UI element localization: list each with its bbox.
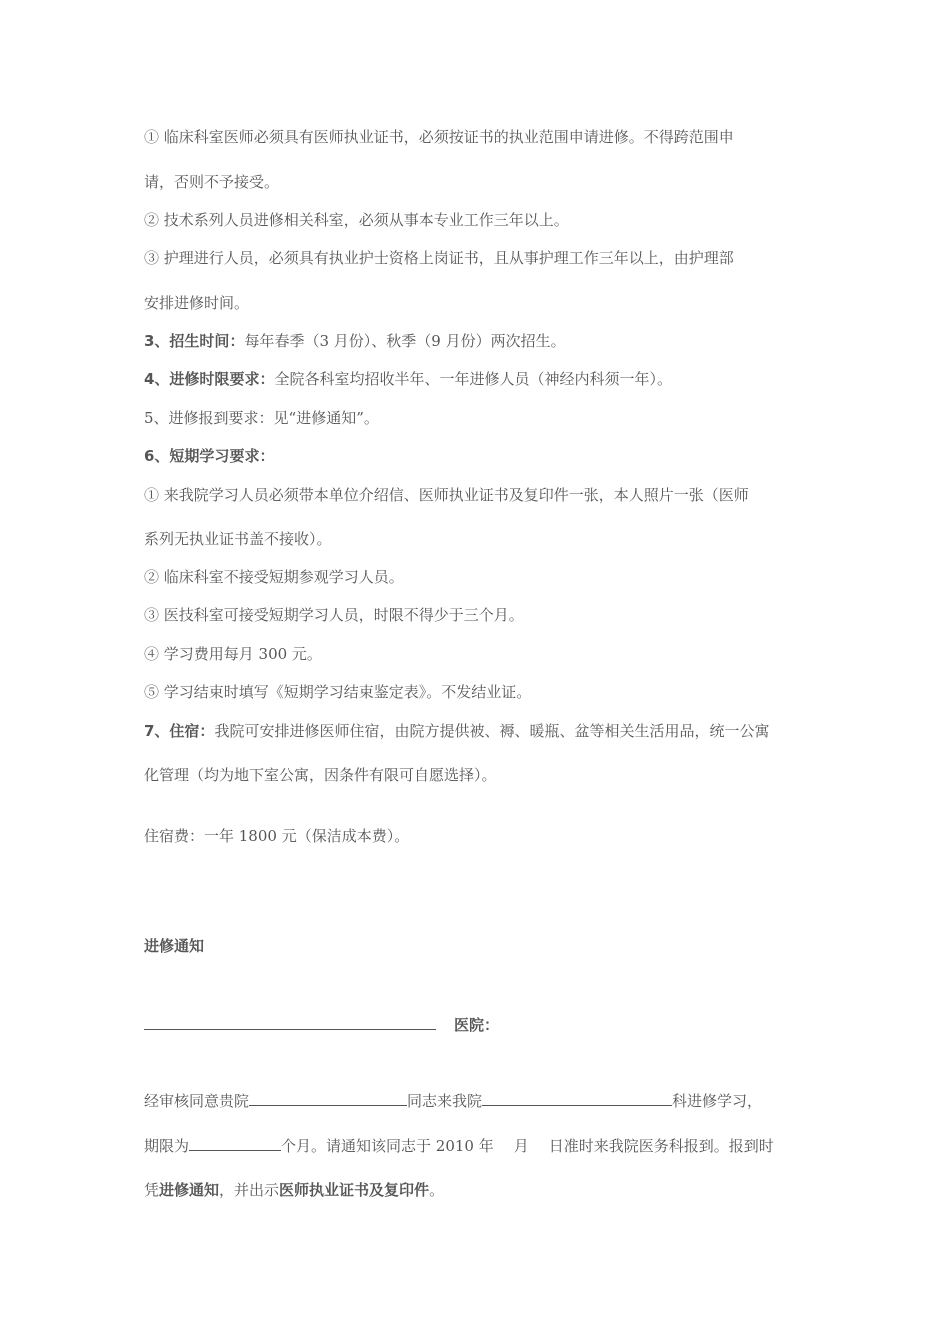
notice-p1-b: 同志来我院 — [407, 1092, 483, 1110]
hospital-blank — [144, 1014, 436, 1030]
notice-p3-d: 医师执业证书及复印件 — [279, 1181, 430, 1199]
section-6-item-1a: ① 来我院学习人员必须带本单位介绍信、医师执业证书及复印件一张，本人照片一张（医师 — [144, 486, 749, 504]
notice-p3-e: 。 — [429, 1181, 445, 1199]
notice-paragraph-2 — [144, 1135, 774, 1156]
notice-p2-c: 月 — [513, 1137, 529, 1155]
hospital-line — [144, 1014, 499, 1035]
notice-p2-b: 个月。请通知该同志于 2010 年 — [281, 1137, 494, 1155]
section-6-item-5: ⑤ 学习结束时填写《短期学习结束鉴定表》。不发结业证。 — [144, 683, 532, 701]
section-4 — [144, 369, 672, 389]
section-4-text: 全院各科室均招收半年、一年进修人员（神经内科须一年）。 — [274, 370, 672, 388]
section-5: 5、进修报到要求：见“进修通知”。 — [144, 409, 379, 427]
section-4-label: 4、进修时限要求： — [144, 370, 275, 388]
section-6-label: 6、短期学习要求： — [144, 447, 275, 465]
notice-title: 进修通知 — [144, 937, 205, 955]
section-3-text: 每年春季（3 月份）、秋季（9 月份）两次招生。 — [244, 332, 566, 350]
accommodation-fee: 住宿费：一年 1800 元（保洁成本费）。 — [144, 827, 410, 845]
hospital-suffix: 医院： — [454, 1016, 500, 1034]
notice-paragraph-3 — [144, 1180, 444, 1200]
section-6-item-2: ② 临床科室不接受短期参观学习人员。 — [144, 568, 404, 586]
condition-1-line-a: ① 临床科室医师必须具有医师执业证书，必须按证书的执业范围申请进修。不得跨范围申 — [144, 128, 734, 146]
section-7 — [144, 721, 769, 741]
section-7-text-a: 我院可安排进修医师住宿，由院方提供被、褥、暖瓶、盆等相关生活用品，统一公寓 — [214, 722, 770, 740]
notice-p1-a: 经审核同意贵院 — [144, 1092, 250, 1110]
section-6-item-1b: 系列无执业证书盖不接收）。 — [144, 530, 332, 548]
notice-p3-a: 凭 — [144, 1181, 160, 1199]
notice-p3-c: ，并出示 — [219, 1181, 280, 1199]
notice-p2-d: 日准时来我院医务科报到。报到时 — [548, 1137, 774, 1155]
duration-blank — [189, 1135, 281, 1151]
section-6-item-4: ④ 学习费用每月 300 元。 — [144, 645, 322, 663]
notice-p1-c: 科进修学习， — [672, 1092, 763, 1110]
colleague-name-blank — [249, 1090, 407, 1106]
section-7-text-b: 化管理（均为地下室公寓，因条件有限可自愿选择）。 — [144, 766, 497, 784]
notice-p3-b: 进修通知 — [159, 1181, 220, 1199]
notice-paragraph-1 — [144, 1090, 762, 1111]
condition-3-line-a: ③ 护理进行人员，必须具有执业护士资格上岗证书，且从事护理工作三年以上，由护理部 — [144, 249, 734, 267]
section-6-item-3: ③ 医技科室可接受短期学习人员，时限不得少于三个月。 — [144, 606, 524, 624]
condition-2: ② 技术系列人员进修相关科室，必须从事本专业工作三年以上。 — [144, 211, 569, 229]
notice-p2-a: 期限为 — [144, 1137, 190, 1155]
section-3-label: 3、招生时间： — [144, 332, 245, 350]
section-3 — [144, 331, 566, 351]
condition-3-line-b: 安排进修时间。 — [144, 294, 250, 312]
department-blank — [482, 1090, 672, 1106]
condition-1-line-b: 请，否则不予接受。 — [144, 173, 280, 191]
section-7-label: 7、住宿： — [144, 722, 215, 740]
